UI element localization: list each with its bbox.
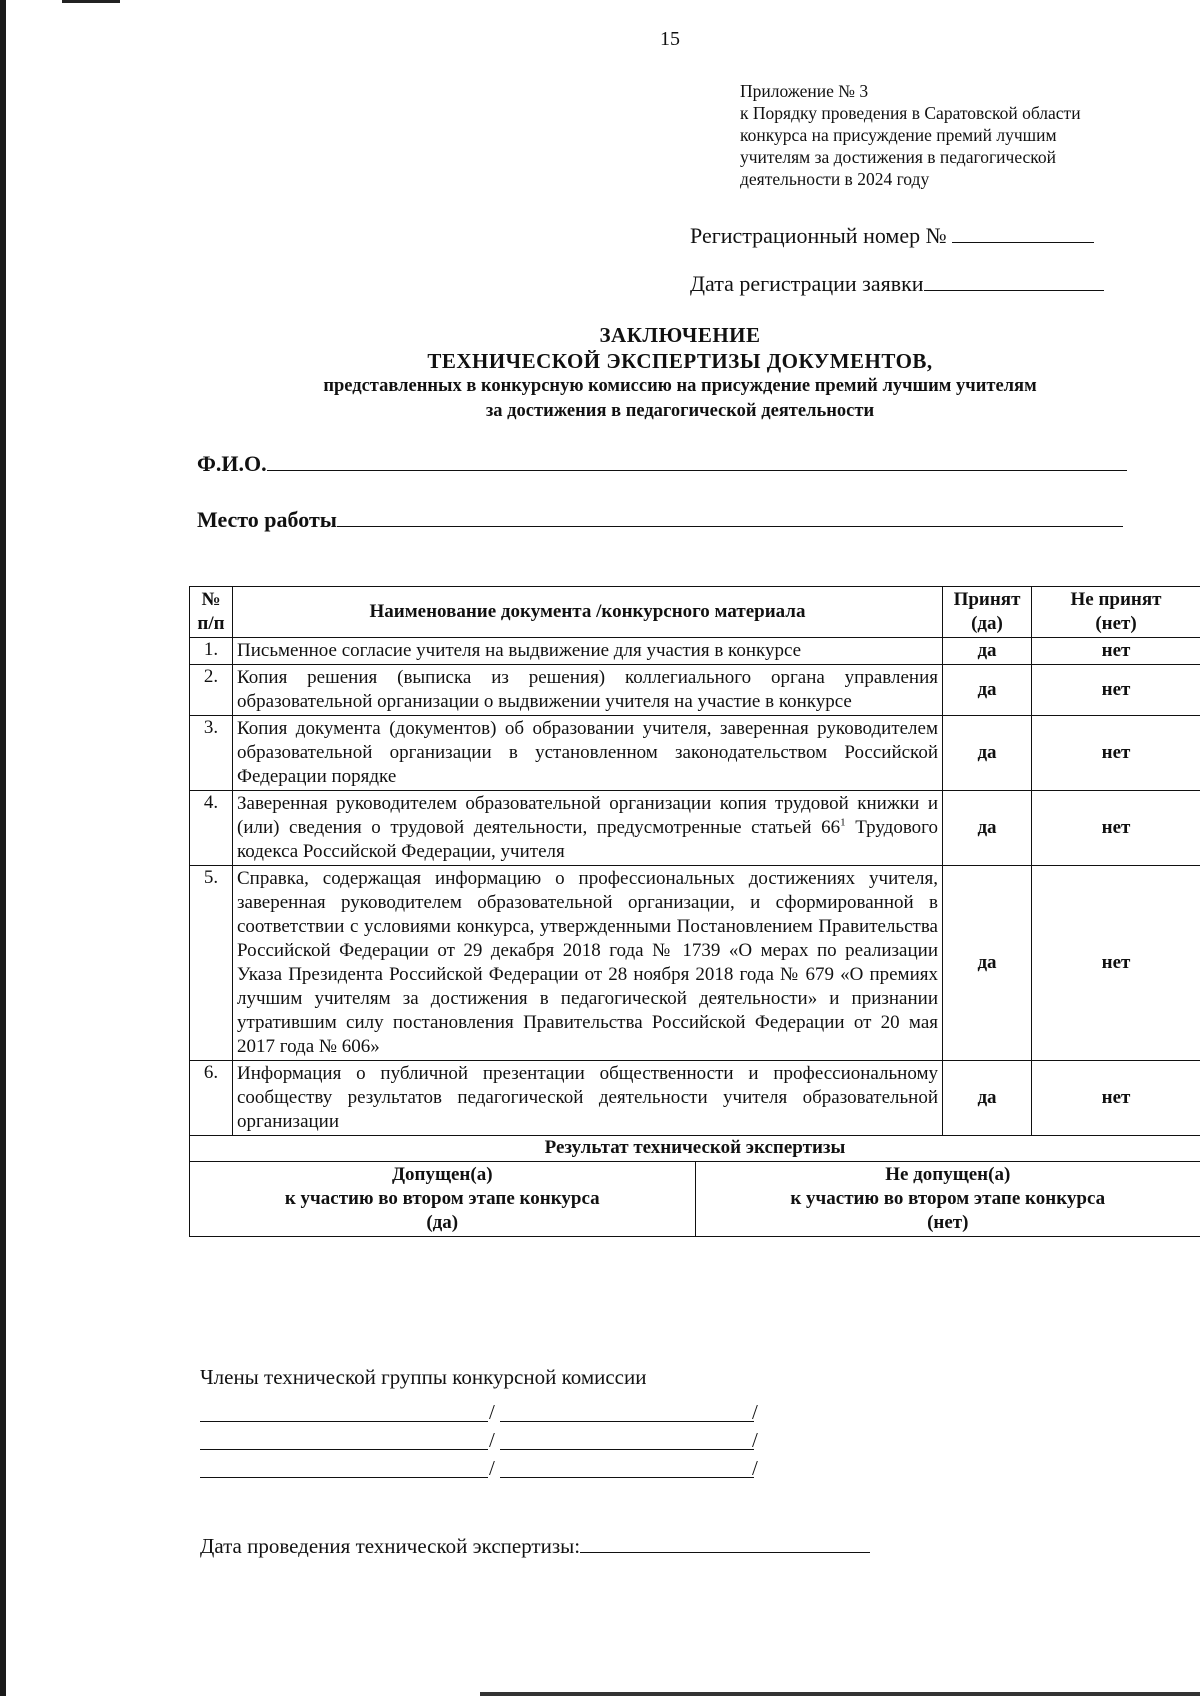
table-row (190, 791, 1200, 866)
signature-separator: / (752, 1400, 758, 1424)
signature-row (200, 1456, 760, 1478)
registration-date (690, 270, 1104, 297)
signature-separator: / (489, 1400, 495, 1424)
expertise-date-field[interactable] (580, 1532, 870, 1553)
appendix-line: к Порядку проведения в Саратовской области (740, 103, 1081, 123)
accepted-option[interactable]: да (943, 638, 1032, 665)
table-row (190, 716, 1200, 791)
row-number: 3. (190, 716, 233, 791)
footnote-mark: 1 (840, 816, 846, 829)
result-heading: Результат технической экспертизы (190, 1135, 1200, 1162)
signature-row (200, 1428, 760, 1450)
not-accepted-option[interactable]: нет (1032, 866, 1200, 1061)
document-name: Копия решения (выписка из решения) коллегиального органа управления образовательной организации о выдвижении учителя на участие в конкурсе (233, 665, 943, 716)
name-field[interactable] (500, 1477, 754, 1478)
registration-number-label: Регистрационный номер № (690, 223, 947, 248)
row-number: 1. (190, 638, 233, 665)
accepted-option[interactable]: да (943, 791, 1032, 866)
appendix-line: конкурса на присуждение премий лучшим (740, 125, 1057, 145)
not-accepted-option[interactable]: нет (1032, 1061, 1200, 1136)
title-line: за достижения в педагогической деятельности (485, 401, 875, 421)
expertise-date-row (200, 1532, 870, 1559)
signature-field[interactable] (200, 1477, 488, 1478)
table-row (190, 866, 1200, 1061)
scan-left-edge (0, 0, 6, 1696)
workplace-row (197, 506, 1123, 533)
not-admitted-option[interactable]: Не допущен(а) к участию во втором этапе конкурса (нет) (695, 1162, 1200, 1237)
table-row (190, 1061, 1200, 1136)
members-label: Члены технической группы конкурсной комиссии (200, 1365, 647, 1389)
expertise-date-label: Дата проведения технической экспертизы: (200, 1534, 581, 1558)
signature-separator: / (752, 1428, 758, 1452)
workplace-label: Место работы (197, 507, 337, 532)
title-line: представленных в конкурсную комиссию на присуждение премий лучшим учителям (323, 376, 1037, 396)
document-name: Информация о публичной презентации общественности и профессиональному сообществу результатов педагогической деятельности учителя образовательной организации (233, 1061, 943, 1136)
not-accepted-option[interactable]: нет (1032, 638, 1200, 665)
signature-row (200, 1400, 760, 1422)
document-title (180, 322, 1180, 424)
accepted-option[interactable]: да (943, 665, 1032, 716)
signature-separator: / (752, 1456, 758, 1480)
header-accepted: Принят (да) (943, 587, 1032, 638)
document-name: Копия документа (документов) об образовании учителя, заверенная руководителем образовательной организации в установленном законодательством Российской Федерации порядке (233, 716, 943, 791)
scan-bottom-edge (480, 1692, 1200, 1696)
fio-row (197, 450, 1127, 477)
documents-table (189, 586, 1200, 1136)
name-field[interactable] (500, 1449, 754, 1450)
document-name: Заверенная руководителем образовательной организации копия трудовой книжки и (или) сведения о трудовой деятельности, предусмотренные статьей $66^1$ Трудового кодекса Российской Федерации, учителя (233, 791, 943, 866)
table-row (190, 665, 1200, 716)
admitted-option[interactable]: Допущен(а) к участию во втором этапе конкурса (да) (190, 1162, 696, 1237)
not-accepted-option[interactable]: нет (1032, 665, 1200, 716)
appendix-note (740, 80, 1160, 190)
document-name: Справка, содержащая информацию о профессиональных достижениях учителя, заверенная руководителем образовательной организации, и сформированной в соответствии с условиями конкурса, утвержденными Постановлением Правительства Российской Федерации от 29 декабря 2018 года № 1739 «О мерах по реализации Указа Президента Российской Федерации от 28 ноября 2018 года № 679 «О премиях лучшим учителям за достижения в педагогической деятельности» и признании утратившим силу постановления Правительства Российской Федерации от 20 мая 2017 года № 606» (233, 866, 943, 1061)
page-number: 15 (660, 28, 680, 50)
accepted-option[interactable]: да (943, 716, 1032, 791)
not-accepted-option[interactable]: нет (1032, 791, 1200, 866)
result-options-row (190, 1162, 1200, 1237)
registration-number-field[interactable] (952, 222, 1094, 243)
name-field[interactable] (500, 1421, 754, 1422)
document-name: Письменное согласие учителя на выдвижение для участия в конкурсе (233, 638, 943, 665)
header-name: Наименование документа /конкурсного материала (233, 587, 943, 638)
appendix-line: Приложение № 3 (740, 81, 869, 101)
registration-date-field[interactable] (924, 270, 1104, 291)
fio-label: Ф.И.О. (197, 451, 267, 476)
not-accepted-option[interactable]: нет (1032, 716, 1200, 791)
header-not-accepted: Не принят (нет) (1032, 587, 1200, 638)
row-number: 2. (190, 665, 233, 716)
workplace-field[interactable] (337, 506, 1123, 527)
signature-separator: / (489, 1428, 495, 1452)
row-number: 6. (190, 1061, 233, 1136)
title-line: ТЕХНИЧЕСКОЙ ЭКСПЕРТИЗЫ ДОКУМЕНТОВ, (427, 349, 933, 373)
signature-field[interactable] (200, 1421, 488, 1422)
header-num: № п/п (190, 587, 233, 638)
table-header-row (190, 587, 1200, 638)
fio-field[interactable] (267, 450, 1127, 471)
result-heading-row (190, 1135, 1200, 1162)
accepted-option[interactable]: да (943, 866, 1032, 1061)
scan-top-mark (62, 0, 120, 3)
registration-number (690, 222, 1094, 249)
accepted-option[interactable]: да (943, 1061, 1032, 1136)
signature-separator: / (489, 1456, 495, 1480)
registration-date-label: Дата регистрации заявки (690, 271, 924, 296)
signature-field[interactable] (200, 1449, 488, 1450)
row-number: 4. (190, 791, 233, 866)
appendix-line: деятельности в 2024 году (740, 169, 930, 189)
appendix-line: учителям за достижения в педагогической (740, 147, 1057, 167)
result-table (189, 1135, 1200, 1237)
row-number: 5. (190, 866, 233, 1061)
table-row (190, 638, 1200, 665)
title-line: ЗАКЛЮЧЕНИЕ (599, 323, 761, 347)
